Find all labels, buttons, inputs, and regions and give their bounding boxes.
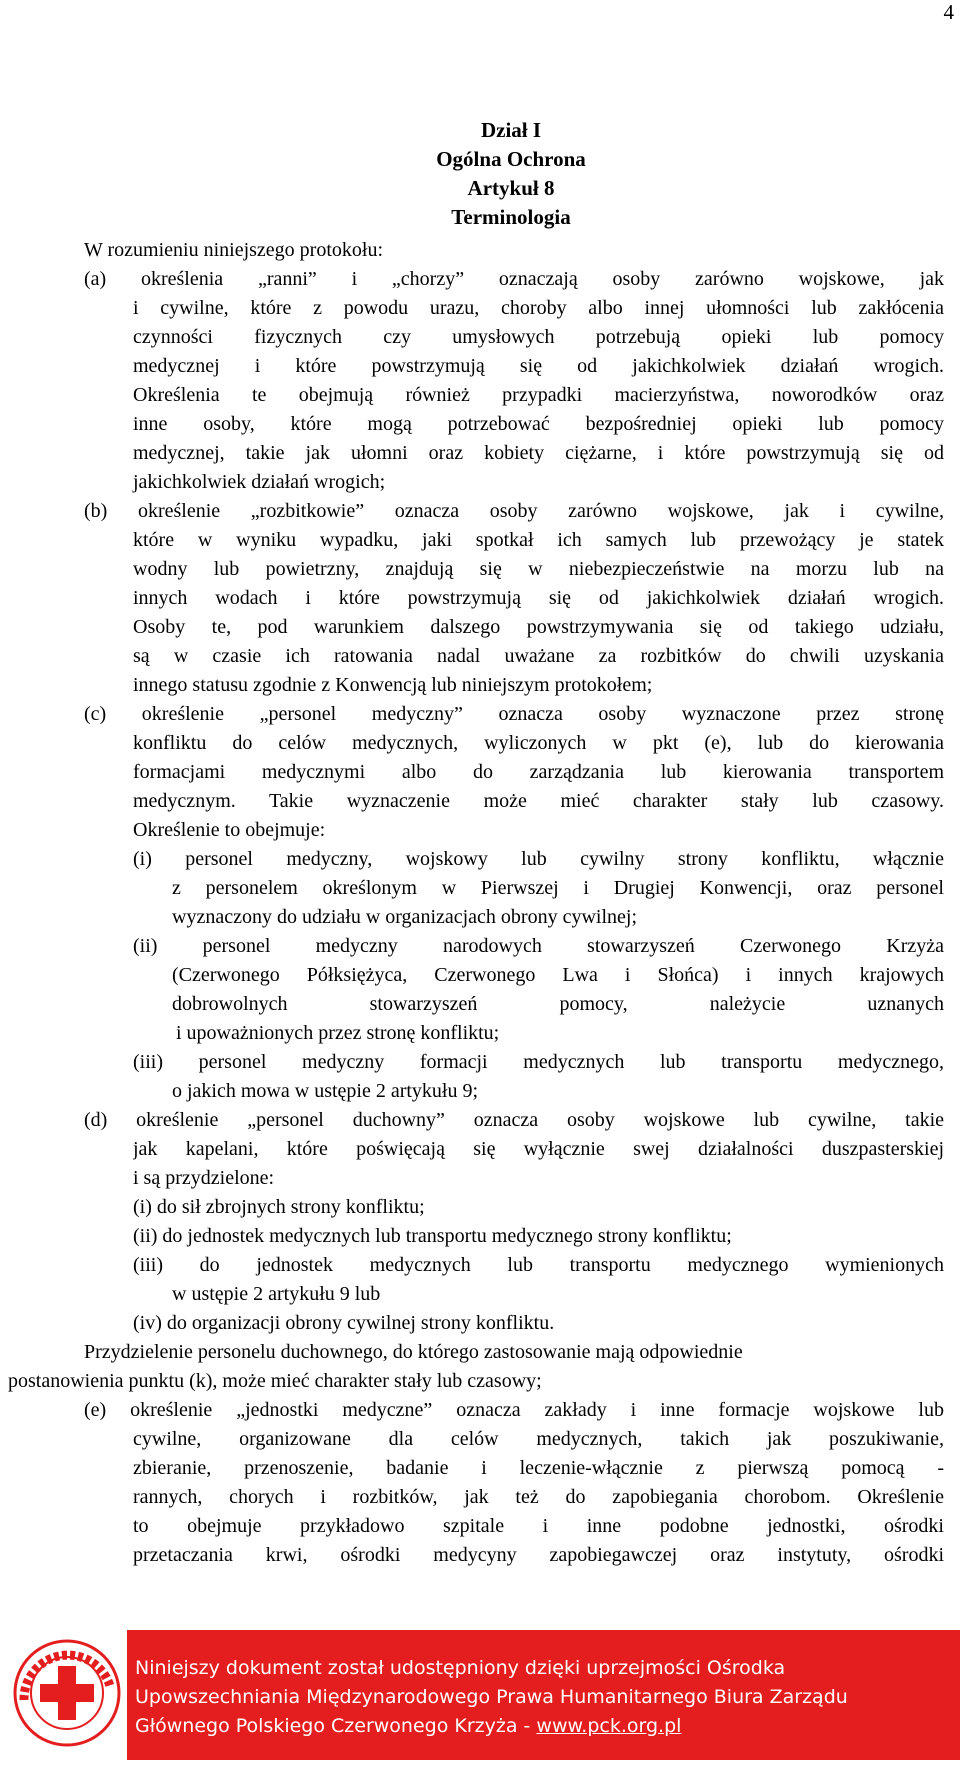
footer-banner [0, 1630, 960, 1767]
text-line: innego statusu zgodnie z Konwencją lub niniejszym protokołem; [133, 674, 653, 696]
text-line: Przydzielenie personelu duchownego, do którego zastosowanie mają odpowiednie [84, 1341, 743, 1363]
text-line: to obejmuje przykładowo szpitale i inne podobne jednostki, ośrodki [133, 1515, 944, 1537]
text-line: z personelem określonym w Pierwszej i Drugiej Konwencji, oraz personel [172, 877, 944, 899]
text-line: (b) określenie „rozbitkowie” oznacza osoby zarówno wojskowe, jak i cywilne, [84, 500, 944, 522]
text-line: Określenia te obejmują również przypadki macierzyństwa, noworodków oraz [133, 384, 944, 406]
text-line: przetaczania krwi, ośrodki medycyny zapobiegawczej oraz instytuty, ośrodki [133, 1544, 944, 1566]
text-line: (ii) do jednostek medycznych lub transportu medycznego strony konfliktu; [133, 1225, 732, 1247]
text-line: innych wodach i które powstrzymują się od jakichkolwiek działań wrogich. [133, 587, 944, 609]
text-line: (Czerwonego Półksiężyca, Czerwonego Lwa i Słońca) i innych krajowych [172, 964, 944, 986]
text-line: (i) do sił zbrojnych strony konfliktu; [133, 1196, 425, 1218]
text-line: i upoważnionych przez stronę konfliktu; [176, 1022, 500, 1044]
text-line: (ii) personel medyczny narodowych stowarzyszeń Czerwonego Krzyża [133, 935, 944, 957]
text-line: postanowienia punktu (k), może mieć charakter stały lub czasowy; [8, 1370, 542, 1392]
text-line: w ustępie 2 artykułu 9 lub [172, 1283, 381, 1305]
footer-text [135, 1654, 848, 1741]
text-line: jakichkolwiek działań wrogich; [133, 471, 386, 493]
text-line: (d) określenie „personel duchowny” oznacza osoby wojskowe lub cywilne, takie [84, 1109, 944, 1131]
text-line: zbieranie, przenoszenie, badanie i leczenie-włącznie z pierwszą pomocą - [133, 1457, 944, 1479]
text-line: Określenie to obejmuje: [133, 819, 326, 841]
footer-line: Upowszechniania Międzynarodowego Prawa Humanitarnego Biura Zarządu [135, 1686, 848, 1708]
text-line: jak kapelani, które poświęcają się wyłącznie swej działalności duszpasterskiej [133, 1138, 944, 1160]
text-line: wodny lub powietrzny, znajdują się w niebezpieczeństwie na morzu lub na [133, 558, 944, 580]
text-line: Osoby te, pod warunkiem dalszego powstrzymywania się od takiego udziału, [133, 616, 944, 638]
text-line: (e) określenie „jednostki medyczne” oznacza zakłady i inne formacje wojskowe lub [84, 1399, 944, 1421]
red-cross-logo-icon [12, 1638, 122, 1748]
text-line: (c) określenie „personel medyczny” oznacza osoby wyznaczone przez stronę [84, 703, 944, 725]
text-line: są w czasie ich ratowania nadal uważane za rozbitków do chwili uzyskania [133, 645, 944, 667]
section-title: Dział I [480, 118, 542, 142]
text-line: dobrowolnych stowarzyszeń pomocy, należycie uznanych [172, 993, 944, 1015]
text-line: rannych, chorych i rozbitków, jak też do zapobiegania chorobom. Określenie [133, 1486, 944, 1508]
text-line: wyznaczony do udziału w organizacjach obrony cywilnej; [172, 906, 638, 928]
footer-line: Niniejszy dokument został udostępniony dzięki uprzejmości Ośrodka [135, 1657, 786, 1679]
text-line: konfliktu do celów medycznych, wyliczonych w pkt (e), lub do kierowania [133, 732, 944, 754]
text-line: medycznym. Takie wyznaczenie może mieć charakter stały lub czasowy. [133, 790, 944, 812]
article-number: Artykuł 8 [467, 176, 555, 200]
text-line: (iv) do organizacji obrony cywilnej strony konfliktu. [133, 1312, 555, 1334]
text-line: formacjami medycznymi albo do zarządzania lub kierowania transportem [133, 761, 944, 783]
text-line: i są przydzielone: [133, 1167, 275, 1189]
text-line: (i) personel medyczny, wojskowy lub cywilny strony konfliktu, włącznie [133, 848, 944, 870]
article-topic: Terminologia [451, 205, 571, 229]
article-heading [0, 116, 960, 232]
red-banner [127, 1630, 960, 1760]
text-line: (a) określenia „ranni” i „chorzy” oznaczają osoby zarówno wojskowe, jak [84, 268, 944, 290]
page-number: 4 [943, 0, 954, 24]
text-line: inne osoby, które mogą potrzebować bezpośredniej opieki lub pomocy [133, 413, 944, 435]
text-line: (iii) do jednostek medycznych lub transportu medycznego wymienionych [133, 1254, 944, 1276]
footer-line [135, 1712, 848, 1741]
text-line: W rozumieniu niniejszego protokołu: [84, 239, 384, 261]
text-line: o jakich mowa w ustępie 2 artykułu 9; [172, 1080, 479, 1102]
footer-line-prefix: Głównego Polskiego Czerwonego Krzyża - [135, 1715, 537, 1737]
text-line: medycznej i które powstrzymują się od jakichkolwiek działań wrogich. [133, 355, 944, 377]
page-title: Ogólna Ochrona [436, 147, 586, 171]
text-line: czynności fizycznych czy umysłowych potrzebują opieki lub pomocy [133, 326, 944, 348]
text-line: medycznej, takie jak ułomni oraz kobiety ciężarne, i które powstrzymują się od [133, 442, 944, 464]
text-line: (iii) personel medyczny formacji medycznych lub transportu medycznego, [133, 1051, 944, 1073]
website-link[interactable]: www.pck.org.pl [536, 1715, 682, 1737]
text-line: które w wyniku wypadku, jaki spotkał ich samych lub przewożący je statek [133, 529, 944, 551]
text-line: cywilne, organizowane dla celów medycznych, takich jak poszukiwanie, [133, 1428, 944, 1450]
text-line: i cywilne, które z powodu urazu, choroby albo innej ułomności lub zakłócenia [133, 297, 944, 319]
